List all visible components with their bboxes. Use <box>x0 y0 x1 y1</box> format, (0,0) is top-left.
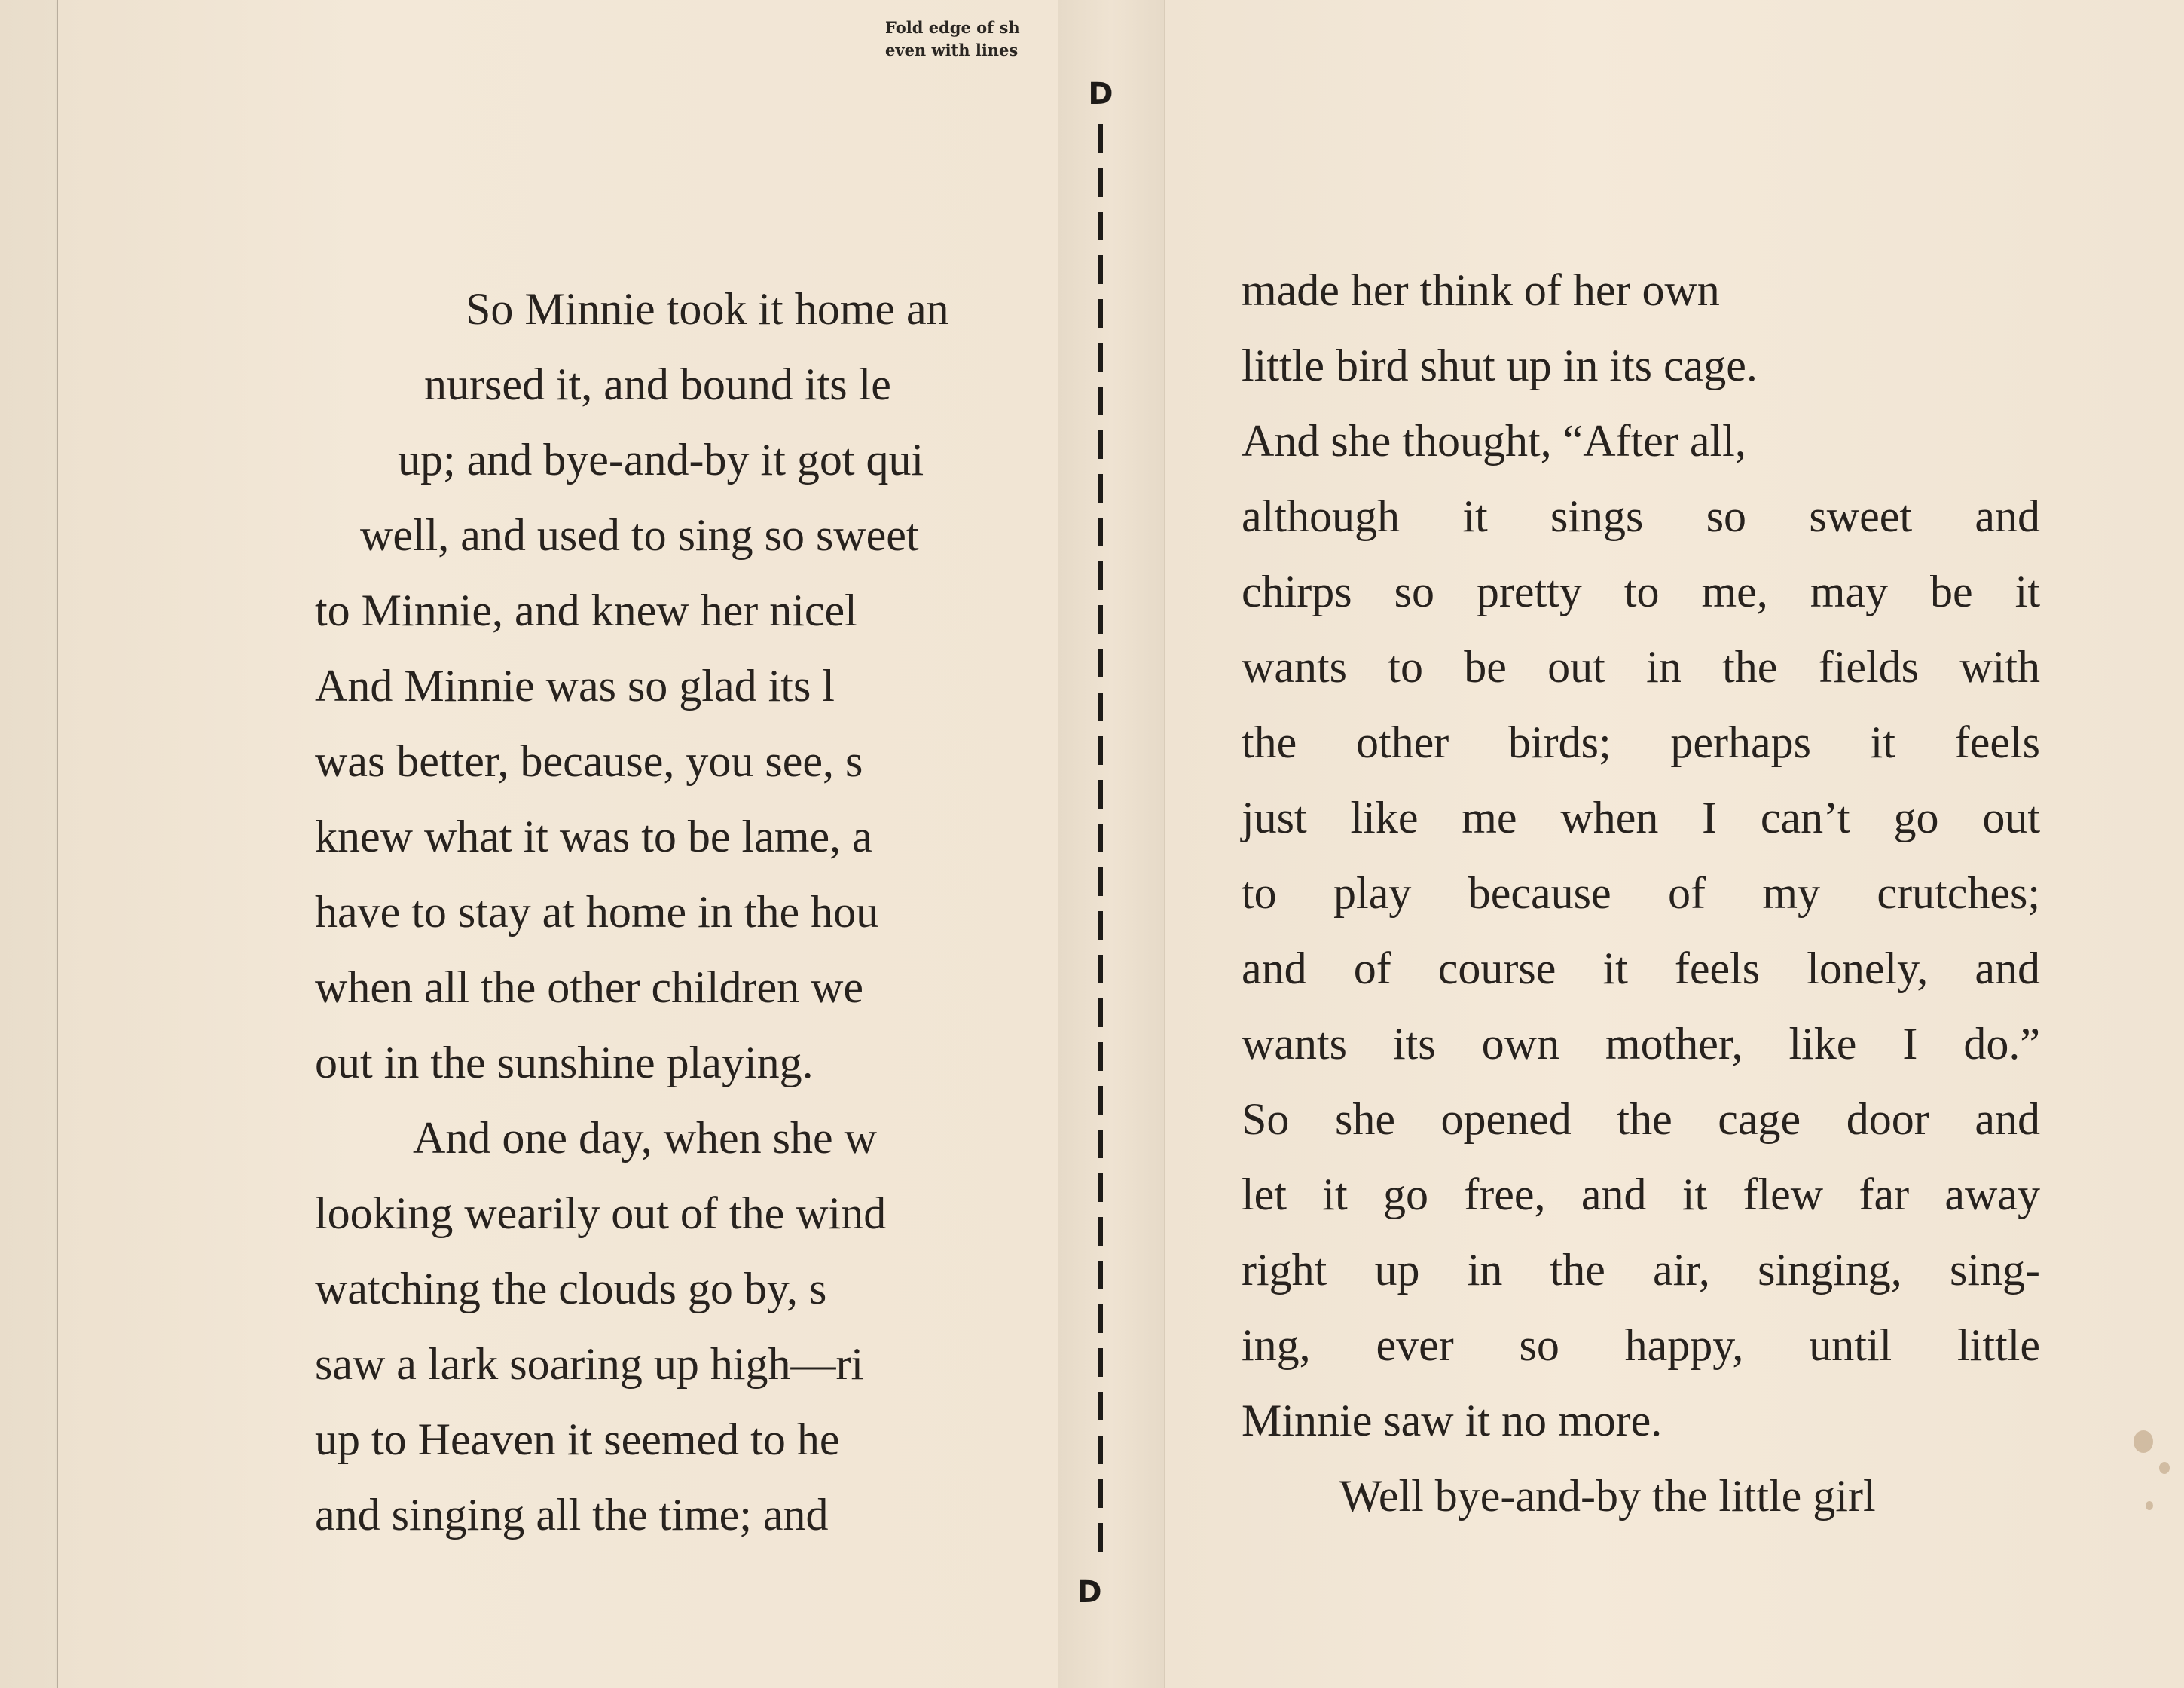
text-line: wants its own mother, like I do.” <box>1242 1019 2040 1069</box>
fold-instruction-line-1: Fold edge of sh <box>885 18 1020 37</box>
fold-guide-dashed-line <box>1098 124 1103 1552</box>
fold-mark-bottom: D <box>1077 1575 1102 1610</box>
text-line: made her think of her own <box>1242 265 1720 315</box>
text-line: although it sings so sweet and <box>1242 491 2040 541</box>
scan-margin <box>0 0 57 1688</box>
fold-instruction-line-2: even with lines <box>885 41 1019 60</box>
text-line: and of course it feels lonely, and <box>1242 943 2040 993</box>
text-line: Minnie saw it no more. <box>1242 1396 1663 1445</box>
text-line: chirps so pretty to me, may be it <box>1242 567 2040 616</box>
fold-instruction <box>885 17 1058 62</box>
text-line: knew what it was to be lame, a <box>315 812 872 861</box>
text-line: right up in the air, singing, sing- <box>1242 1245 2040 1295</box>
text-line: the other birds; perhaps it feels <box>1242 717 2040 767</box>
text-line: let it go free, and it flew far away <box>1242 1170 2040 1219</box>
text-line: So Minnie took it home an <box>466 284 949 334</box>
text-line: have to stay at home in the hou <box>315 887 879 937</box>
left-page-text <box>315 271 1057 1552</box>
text-line: wants to be out in the fields with <box>1242 642 2040 692</box>
text-line: ing, ever so happy, until little <box>1242 1320 2040 1370</box>
text-line: saw a lark soaring up high—ri <box>315 1339 864 1389</box>
paper-stain <box>2159 1462 2170 1474</box>
text-line: And Minnie was so glad its l <box>315 661 835 711</box>
right-page-text <box>1242 252 2040 1534</box>
text-line: little bird shut up in its cage. <box>1242 341 1758 390</box>
text-line: to play because of my crutches; <box>1242 868 2040 918</box>
text-line: So she opened the cage door and <box>1242 1094 2040 1144</box>
fold-mark-top: D <box>1088 77 1113 112</box>
text-line: well, and used to sing so sweet <box>360 510 919 560</box>
text-line: just like me when I can’t go out <box>1242 793 2040 842</box>
page-gutter <box>1058 0 1164 1688</box>
text-line: nursed it, and bound its le <box>424 359 891 409</box>
text-line: out in the sunshine playing. <box>315 1038 814 1087</box>
text-line: looking wearily out of the wind <box>315 1188 887 1238</box>
text-line: was better, because, you see, s <box>315 736 863 786</box>
text-line: up to Heaven it seemed to he <box>315 1414 840 1464</box>
text-line: Well bye-and-by the little girl <box>1339 1471 1876 1521</box>
text-line: And she thought, “After all, <box>1242 416 1746 466</box>
text-line: up; and bye-and-by it got qui <box>398 435 924 485</box>
text-line: and singing all the time; and <box>315 1490 829 1540</box>
paper-stain <box>2134 1430 2153 1453</box>
text-line: And one day, when she w <box>413 1113 877 1163</box>
text-line: when all the other children we <box>315 962 864 1012</box>
paper-stain <box>2146 1501 2153 1510</box>
text-line: watching the clouds go by, s <box>315 1264 827 1313</box>
text-line: to Minnie, and knew her nicel <box>315 586 857 635</box>
